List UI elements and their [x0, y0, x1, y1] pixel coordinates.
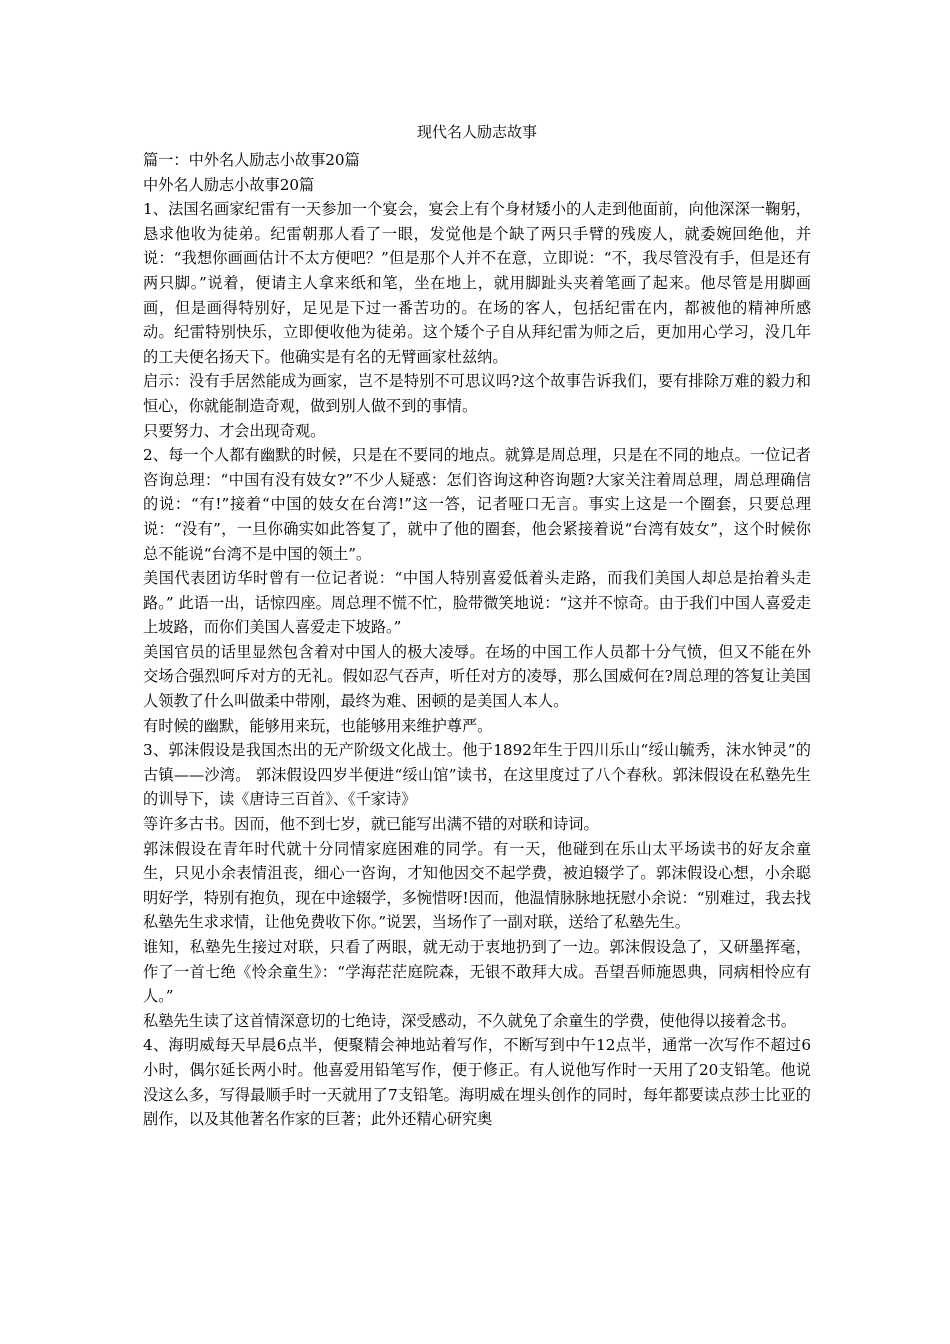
paragraph: 只要努力、才会出现奇观。	[143, 421, 326, 440]
paragraph: 有时候的幽默，能够用来玩，也能够用来维护尊严。	[143, 716, 493, 735]
paragraph: 中外名人励志小故事20篇	[143, 175, 315, 194]
paragraph: 谁知，私塾先生接过对联，只看了两眼，就无动于衷地扔到了一边。郭沫假设急了，又研墨挥毫，作了一首七绝《怜余童生》：“学海茫茫庭院森，无银不敢拜大成。吾望吾师施恩典，同病相怜应有人。”	[143, 938, 811, 1006]
paragraph: 3、郭沫假设是我国杰出的无产阶级文化战士。他于1892年生于四川乐山“绥山毓秀，沫水钟灵”的古镇——沙湾。 郭沫假设四岁半便进“绥山馆”读书，在这里度过了八个春秋。郭沫假设在私塾先生的训导下，读《唐诗三百首》、《千家诗》	[143, 741, 811, 809]
document-title: 现代名人励志故事	[416, 123, 537, 141]
document-page	[143, 120, 811, 1132]
paragraph: 美国官员的话里显然包含着对中国人的极大凌辱。在场的中国工作人员都十分气愤，但又不能在外交场合强烈呵斥对方的无礼。假如忍气吞声，听任对方的凌辱，那么国威何在?周总理的答复让美国人领教了什么叫做柔中带刚，最终为难、困顿的是美国人本人。	[143, 642, 811, 711]
paragraph: 4、海明威每天早晨6点半，便聚精会神地站着写作，不断写到中午12点半，通常一次写作不超过6小时，偶尔延长两小时。他喜爱用铅笔写作，便于修正。有人说他写作时一天用了20支铅笔。他说没这么多，写得最顺手时一天就用了7支铅笔。海明威在埋头创作的同时，每年都要读点莎士比亚的剧作，以及其他著名作家的巨著；此外还精心研究奥	[143, 1036, 811, 1129]
paragraph: 私塾先生读了这首情深意切的七绝诗，深受感动，不久就免了余童生的学费，使他得以接着念书。	[143, 1011, 797, 1030]
paragraph: 美国代表团访华时曾有一位记者说：“中国人特别喜爱低着头走路，而我们美国人却总是抬着头走路。” 此语一出，话惊四座。周总理不慌不忙，脸带微笑地说：“这并不惊奇。由于我们中国人喜爱走上坡路，而你们美国人喜爱走下坡路。”	[143, 569, 811, 637]
paragraph: 篇一：中外名人励志小故事20篇	[143, 151, 360, 169]
paragraph: 郭沫假设在青年时代就十分同情家庭困难的同学。有一天，他碰到在乐山太平场读书的好友余童生，只见小余表情沮丧，细心一咨询，才知他因交不起学费，被迫辍学了。郭沫假设心想，小余聪明好学，特别有抱负，现在中途辍学，多惋惜呀!因而，他温情脉脉地抚慰小余说：“别难过，我去找私塾先生求求情，让他免费收下你。”说罢，当场作了一副对联，送给了私塾先生。	[143, 839, 811, 932]
paragraph: 1、法国名画家纪雷有一天参加一个宴会，宴会上有个身材矮小的人走到他面前，向他深深一鞠躬，恳求他收为徒弟。纪雷朝那人看了一眼，发觉他是个缺了两只手臂的残废人，就委婉回绝他，并说：“我想你画画估计不太方便吧？”但是那个人并不在意，立即说：“不，我尽管没有手，但是还有两只脚。”说着，便请主人拿来纸和笔，坐在地上，就用脚趾头夹着笔画了起来。他尽管是用脚画画，但是画得特别好，足见是下过一番苦功的。在场的客人，包括纪雷在内，都被他的精神所感动。纪雷特别快乐，立即便收他为徒弟。这个矮个子自从拜纪雷为师之后，更加用心学习，没几年的工夫便名扬天下。他确实是有名的无臂画家杜兹纳。	[143, 200, 811, 366]
paragraph: 等许多古书。因而，他不到七岁，就已能写出满不错的对联和诗词。	[143, 815, 599, 834]
paragraph: 启示：没有手居然能成为画家，岂不是特别不可思议吗?这个故事告诉我们，要有排除万难的毅力和恒心，你就能制造奇观，做到别人做不到的事情。	[143, 372, 811, 415]
paragraph: 2、每一个人都有幽默的时候，只是在不要同的地点。就算是周总理，只是在不同的地点。一位记者咨询总理：“中国有没有妓女?”不少人疑惑：怎们咨询这种咨询题?大家关注着周总理，周总理确信的说：“有!”接着“中国的妓女在台湾!”这一答，记者哑口无言。事实上这是一个圈套，只要总理说：“没有”，一旦你确实如此答复了，就中了他的圈套，他会紧接着说“台湾有妓女”，这个时候你总不能说“台湾不是中国的领土”。	[143, 446, 811, 563]
